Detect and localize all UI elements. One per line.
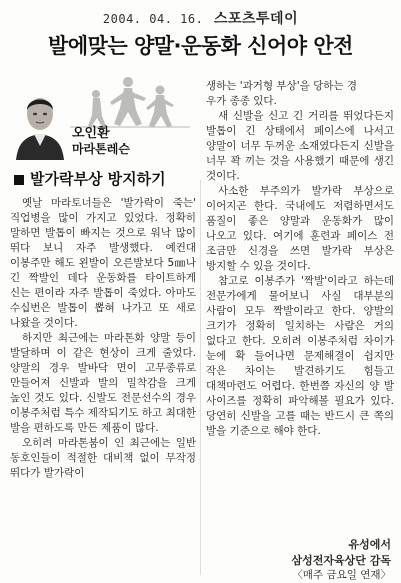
section-title — [14, 168, 166, 189]
square-bullet-icon — [14, 175, 24, 185]
column-name: 마라톤레슨 — [72, 142, 130, 156]
section-title-text: 발가락부상 방지하기 — [30, 170, 166, 188]
paragraph: 사소한 부주의가 발가락 부상으로 이어지곤 한다. 국내에도 저렴하면서도 품질이 좋은 양말과 운동화가 많이 나오고 있다. 여기에 훈련과 페이스 전 조금만 신경을 쓰면 발가락 부상은 방지할 수 있을 것이다. — [206, 185, 394, 272]
byline-schedule: 〈매주 금요일 연재〉 — [292, 569, 391, 581]
paragraph: 하지만 최근에는 마라톤화 양말 등이 발달하며 이 같은 현상이 크게 줄었다. 양말의 경우 발바닥 면이 고무종류로 만들어져 신발과 발의 밀착감을 크게 높인 것도 있다. 신발도 전문선수의 경우 이봉주처럼 특수 제작되기도 하고 최대한 발을 편하도록 만든 제품이 많다. — [10, 332, 196, 434]
publication-date: 2004. 04. 16. — [102, 12, 204, 26]
author-name: 오인환 — [72, 126, 110, 141]
paragraph: 우가 종종 있다. — [206, 95, 277, 107]
right-column — [206, 79, 394, 499]
paragraph: 새 신발을 신고 긴 거리를 뛰었다든지 발톱이 긴 상태에서 페이스에 나서고 양말이 너무 두꺼운 소재였다든지 신발을 너무 꽉 끼는 것을 사용했기 때문에 생긴 것이다. — [206, 110, 394, 182]
paragraph: 옛날 마라토너들은 '발가락이 죽는' 직업병을 많이 가지고 있었다. 정확히 말하면 발톱이 빠지는 것으로 워낙 많이 뛰다 보니 자주 발생했다. 예컨대 이봉주만 해도 왼발이 오른발보다 5㎜나 긴 짝발인 데다 운동화를 타이트하게 신는 편이라 자주 발톱이 죽었다. 아마도 수십번은 발톱이 뽑혀 나가고 또 새로 나왔을 것이다. — [10, 197, 196, 329]
column-divider — [200, 180, 201, 575]
newspaper-name: 스포츠투데이 — [213, 11, 299, 27]
paragraph: 오히려 마라톤붐이 인 최근에는 일반 동호인들이 적절한 대비책 없이 무작정 뛰다가 발가락이 — [10, 437, 196, 479]
left-column — [10, 196, 196, 582]
byline-org: 삼성전자육상단 감독 — [291, 554, 391, 567]
byline-location: 유성에서 — [348, 538, 391, 551]
paragraph: 생하는 '과거형 부상'을 당하는 경 — [206, 80, 357, 92]
article-headline: 발에맞는 양말·운동화 신어야 안전 — [48, 34, 353, 58]
paragraph: 참고로 이봉주가 '짝발'이라고 하는데 전문가에게 물어보니 사실 대부분의 사람이 모두 짝발이라고 한다. 양발의 크기가 정확히 일치하는 사람은 거의 없다고 한다. 오히려 이봉주처럼 차이가 눈에 확 들어나면 문제해결이 쉽지만 작은 차이는 발견하기도 힘들고 대책마련도 어렵다. 한번쯤 자신의 양 발 사이즈를 정확히 파악해볼 필요가 있다. 당연히 신발을 고를 때는 반드시 큰 쪽의 발을 기준으로 해야 한다. — [206, 275, 394, 437]
author-portrait — [10, 84, 70, 160]
dateline — [0, 8, 401, 28]
